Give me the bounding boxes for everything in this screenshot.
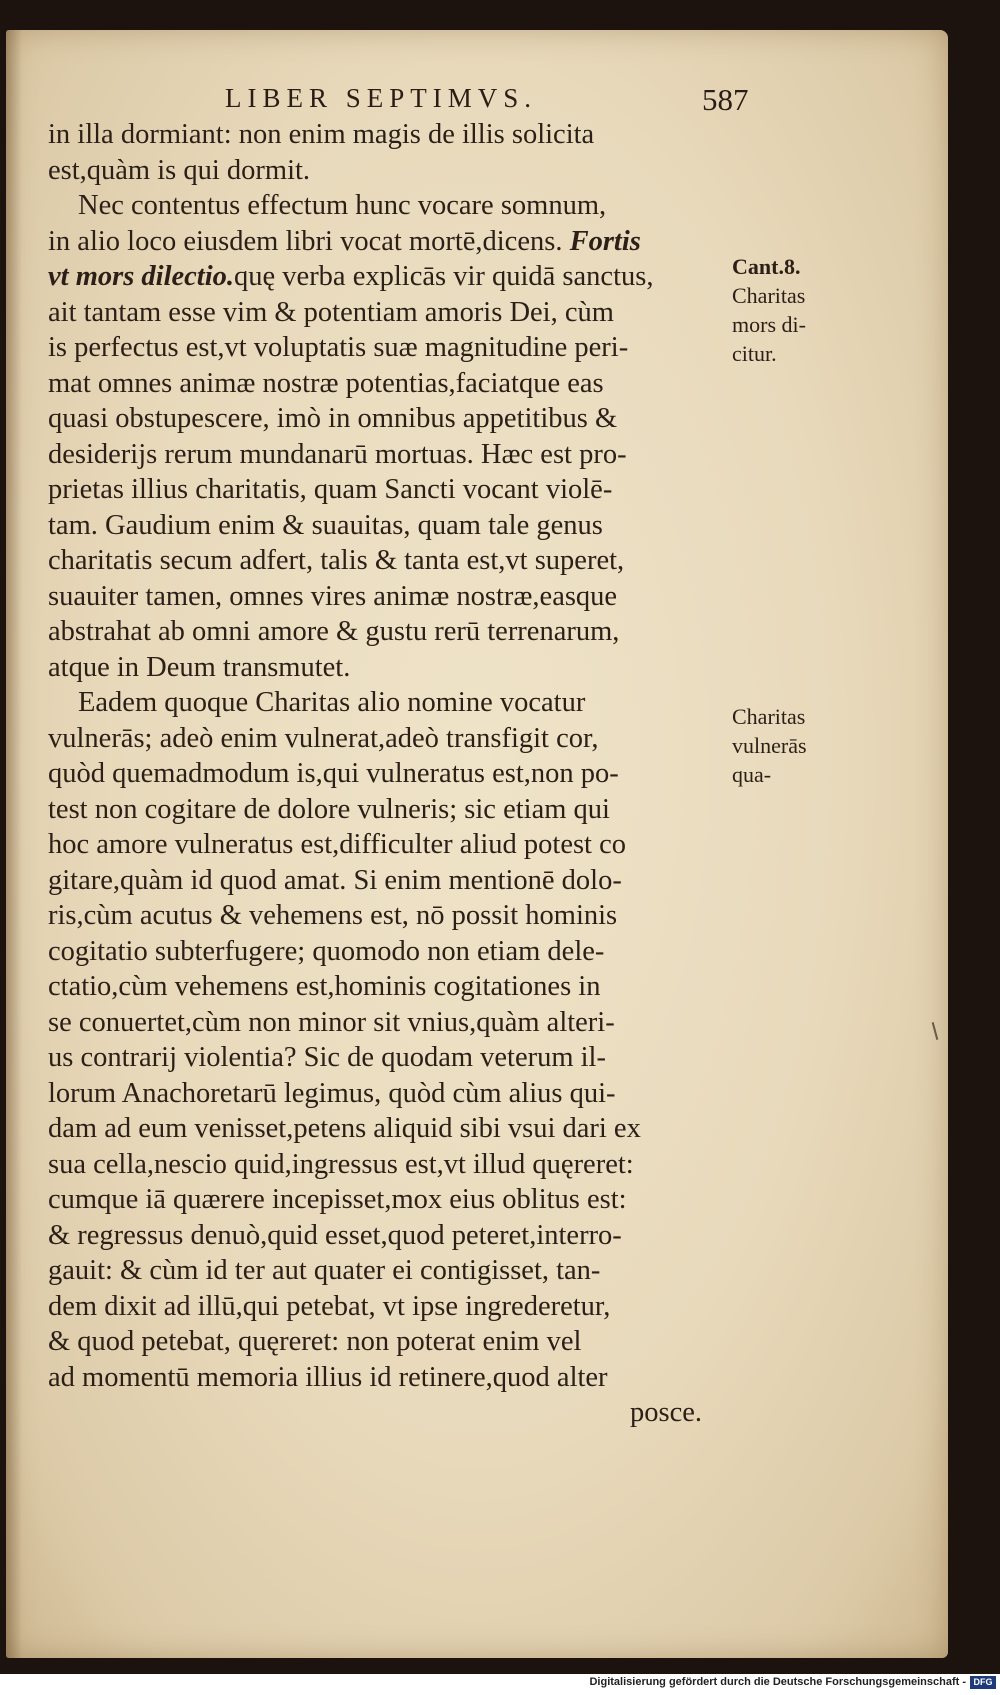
scripture-quote: Fortis — [569, 225, 641, 257]
text-line: sua cella,nescio quid,ingressus est,vt illud quęreret: — [48, 1148, 634, 1180]
text-line: lorum Anachoretarū legimus, quòd cùm alius qui- — [48, 1077, 616, 1109]
margin-note-charitas-vulnerans — [732, 702, 807, 789]
text-line: suauiter tamen, omnes vires animæ nostræ,easque — [48, 580, 618, 612]
running-head: LIBER SEPTIMVS. — [225, 83, 538, 113]
text-line: cogitatio subterfugere; quomodo non etiam dele- — [48, 935, 605, 967]
margin-note-line: vulnerās — [732, 733, 807, 758]
page-number: 587 — [702, 82, 749, 117]
text-line: hoc amore vulneratus est,difficulter aliud potest co — [48, 829, 627, 860]
text-line: desiderijs rerum mundanarū mortuas. Hæc est pro- — [48, 438, 627, 470]
text-line: ctatio,cùm vehemens est,hominis cogitationes in — [48, 971, 601, 1002]
text-line: in illa dormiant: non enim magis de illis solicita — [48, 119, 595, 150]
text-line: dem dixit ad illū,qui petebat, vt ipse ingrederetur, — [48, 1290, 611, 1322]
text-line: gitare,quàm id quod amat. Si enim mentionē dolo- — [48, 864, 622, 896]
text-line: gauit: & cùm id ter aut quater ei contigisset, tan- — [48, 1255, 601, 1286]
text-line: atque in Deum transmutet. — [48, 651, 351, 683]
text-line: tam. Gaudium enim & suauitas, quam tale genus — [48, 509, 603, 541]
text-line: ait tantam esse vim & potentiam amoris Dei, cùm — [48, 296, 614, 328]
text-line: ris,cùm acutus & vehemens est, nō possit hominis — [48, 900, 618, 931]
margin-note-charitas-mors — [732, 252, 806, 368]
text-line: & regressus denuò,quid esset,quod peteret,interro- — [48, 1219, 622, 1251]
digitization-credit: Digitalisierung gefördert durch die Deutsche Forschungsgemeinschaft - — [589, 1676, 966, 1688]
dfg-logo: DFG — [970, 1676, 996, 1689]
scripture-quote: vt mors dilectio. — [48, 261, 235, 292]
text-line: in alio loco eiusdem libri vocat mortē,dicens. Fortis — [48, 225, 641, 257]
text-line: Nec contentus effectum hunc vocare somnum, — [78, 190, 607, 221]
text-line: & quod petebat, quęreret: non poterat enim vel — [48, 1326, 582, 1357]
text-line: Eadem quoque Charitas alio nomine vocatur — [78, 687, 586, 718]
margin-note-line: Charitas — [732, 283, 806, 308]
text-line: prietas illius charitatis, quam Sancti vocant violē- — [48, 474, 613, 505]
margin-note-line: Charitas — [732, 704, 806, 729]
text-line: est,quàm is qui dormit. — [48, 154, 311, 186]
text-line: se conuertet,cùm non minor sit vnius,quàm alteri- — [48, 1006, 615, 1038]
text-line: vt mors dilectio.quę verba explicās vir quidā sanctus, — [48, 261, 654, 292]
text-line: abstrahat ab omni amore & gustu rerū terrenarum, — [48, 616, 620, 647]
text-line: dam ad eum venisset,petens aliquid sibi vsui dari ex — [48, 1113, 641, 1144]
text-line: test non cogitare de dolore vulneris; sic etiam qui — [48, 793, 610, 825]
margin-note-line: mors di- — [732, 312, 806, 337]
margin-note-line: Cant.8. — [732, 254, 801, 279]
text-line: ad momentū memoria illius id retinere,quod alter — [48, 1361, 608, 1393]
text-line: cumque iā quærere incepisset,mox eius oblitus est: — [48, 1184, 627, 1215]
text-line: charitatis secum adfert, talis & tanta est,vt superet, — [48, 545, 625, 576]
page-gutter-shadow — [6, 30, 22, 1658]
text-line: is perfectus est,vt voluptatis suæ magnitudine peri- — [48, 332, 629, 363]
text-line: mat omnes animæ nostræ potentias,faciatque eas — [48, 367, 604, 399]
margin-note-line: qua- — [732, 762, 772, 787]
text-line: quasi obstupescere, imò in omnibus appetitibus & — [48, 403, 618, 434]
body-text — [48, 117, 738, 1431]
margin-note-line: citur. — [732, 341, 777, 366]
text-line: quòd quemadmodum is,qui vulneratus est,non po- — [48, 758, 619, 789]
text-line: us contrarij violentia? Sic de quodam veterum il- — [48, 1042, 606, 1073]
catchword: posce. — [630, 1397, 703, 1428]
text-line: vulnerās; adeò enim vulnerat,adeò transfigit cor, — [48, 722, 599, 754]
